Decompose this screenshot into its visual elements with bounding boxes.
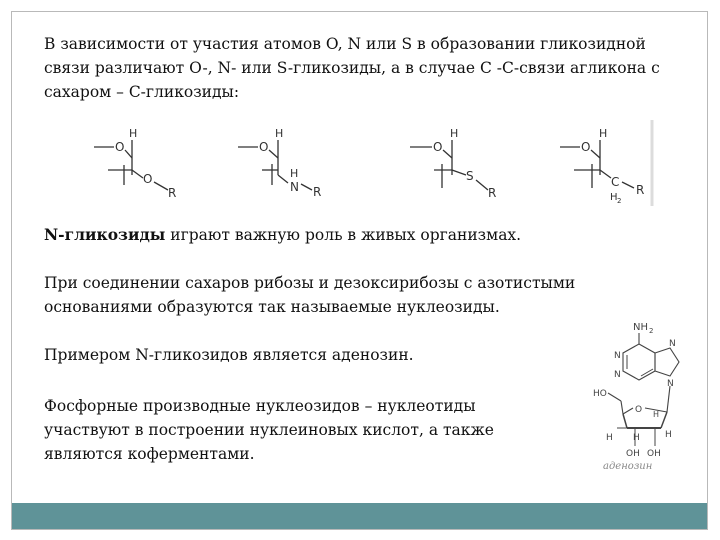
heteroatom-label: S (466, 169, 474, 183)
n9-label: N (667, 379, 674, 389)
s-glycoside-structure (406, 120, 516, 205)
adenosine-caption: аденозин (603, 461, 653, 472)
h-label-4: H (633, 433, 640, 443)
heteroatom-label: O (143, 172, 153, 186)
heteroatom-label: C (611, 175, 620, 189)
substituent-label: R (636, 183, 645, 197)
adenosine-paragraph: Примером N-гликозидов является аденозин. (44, 346, 414, 364)
ring-oxygen-label: O (115, 140, 125, 154)
h-label-3: H (665, 430, 672, 440)
substituent-label: R (313, 185, 322, 199)
nh2-subscript: 2 (649, 327, 654, 335)
intro-paragraph: В зависимости от участия атомов O, N или S в образовании гликозидной связи различают O-, N- или S-гликозиды, а в случае C -C-связи агликона с сахаром – C-гликозиды: (44, 35, 660, 101)
nucleotides-paragraph: Фосфорные производные нуклеозидов – нуклеотиды участвуют в построении нуклеиновых кислот, а также являются коферментами. (44, 397, 494, 463)
top-h-label: H (129, 127, 138, 140)
o-glycoside-structure (88, 120, 198, 205)
h-label-2: H (653, 410, 660, 419)
top-h-label: H (599, 127, 608, 140)
n-h-label: H (290, 167, 299, 180)
bottom-accent-bar (12, 503, 707, 529)
oh-label-2: OH (647, 449, 661, 459)
nh2-label: NH (633, 322, 648, 333)
substituent-label: R (488, 186, 497, 200)
ring-oxygen-label: O (259, 140, 269, 154)
h2-subscript: 2 (617, 197, 622, 205)
oh-label-1: OH (626, 449, 640, 459)
n1-label: N (614, 351, 621, 361)
n3-label: N (614, 370, 621, 380)
substituent-label: R (168, 186, 177, 200)
n-glycosides-rest: играют важную роль в живых организмах. (165, 226, 522, 244)
c-glycoside-structure (556, 118, 656, 208)
h2-label: H (610, 192, 618, 203)
top-h-label: H (275, 127, 284, 140)
ring-o-label: O (635, 405, 643, 415)
nucleosides-paragraph: При соединении сахаров рибозы и дезоксирибозы с азотистыми основаниями образуются так называемые нуклеозиды. (44, 274, 576, 316)
n7-label: N (669, 339, 676, 349)
n-glycosides-term: N-гликозиды (44, 225, 166, 244)
adenosine-structure (583, 316, 698, 474)
n-glycosides-paragraph (44, 223, 694, 247)
ring-oxygen-label: O (581, 140, 591, 154)
ho-label: HO (593, 389, 607, 399)
h-label-1: H (606, 433, 613, 443)
n-glycoside-structure (232, 120, 342, 205)
heteroatom-label: N (290, 180, 299, 194)
top-h-label: H (450, 127, 459, 140)
ring-oxygen-label: O (433, 140, 443, 154)
